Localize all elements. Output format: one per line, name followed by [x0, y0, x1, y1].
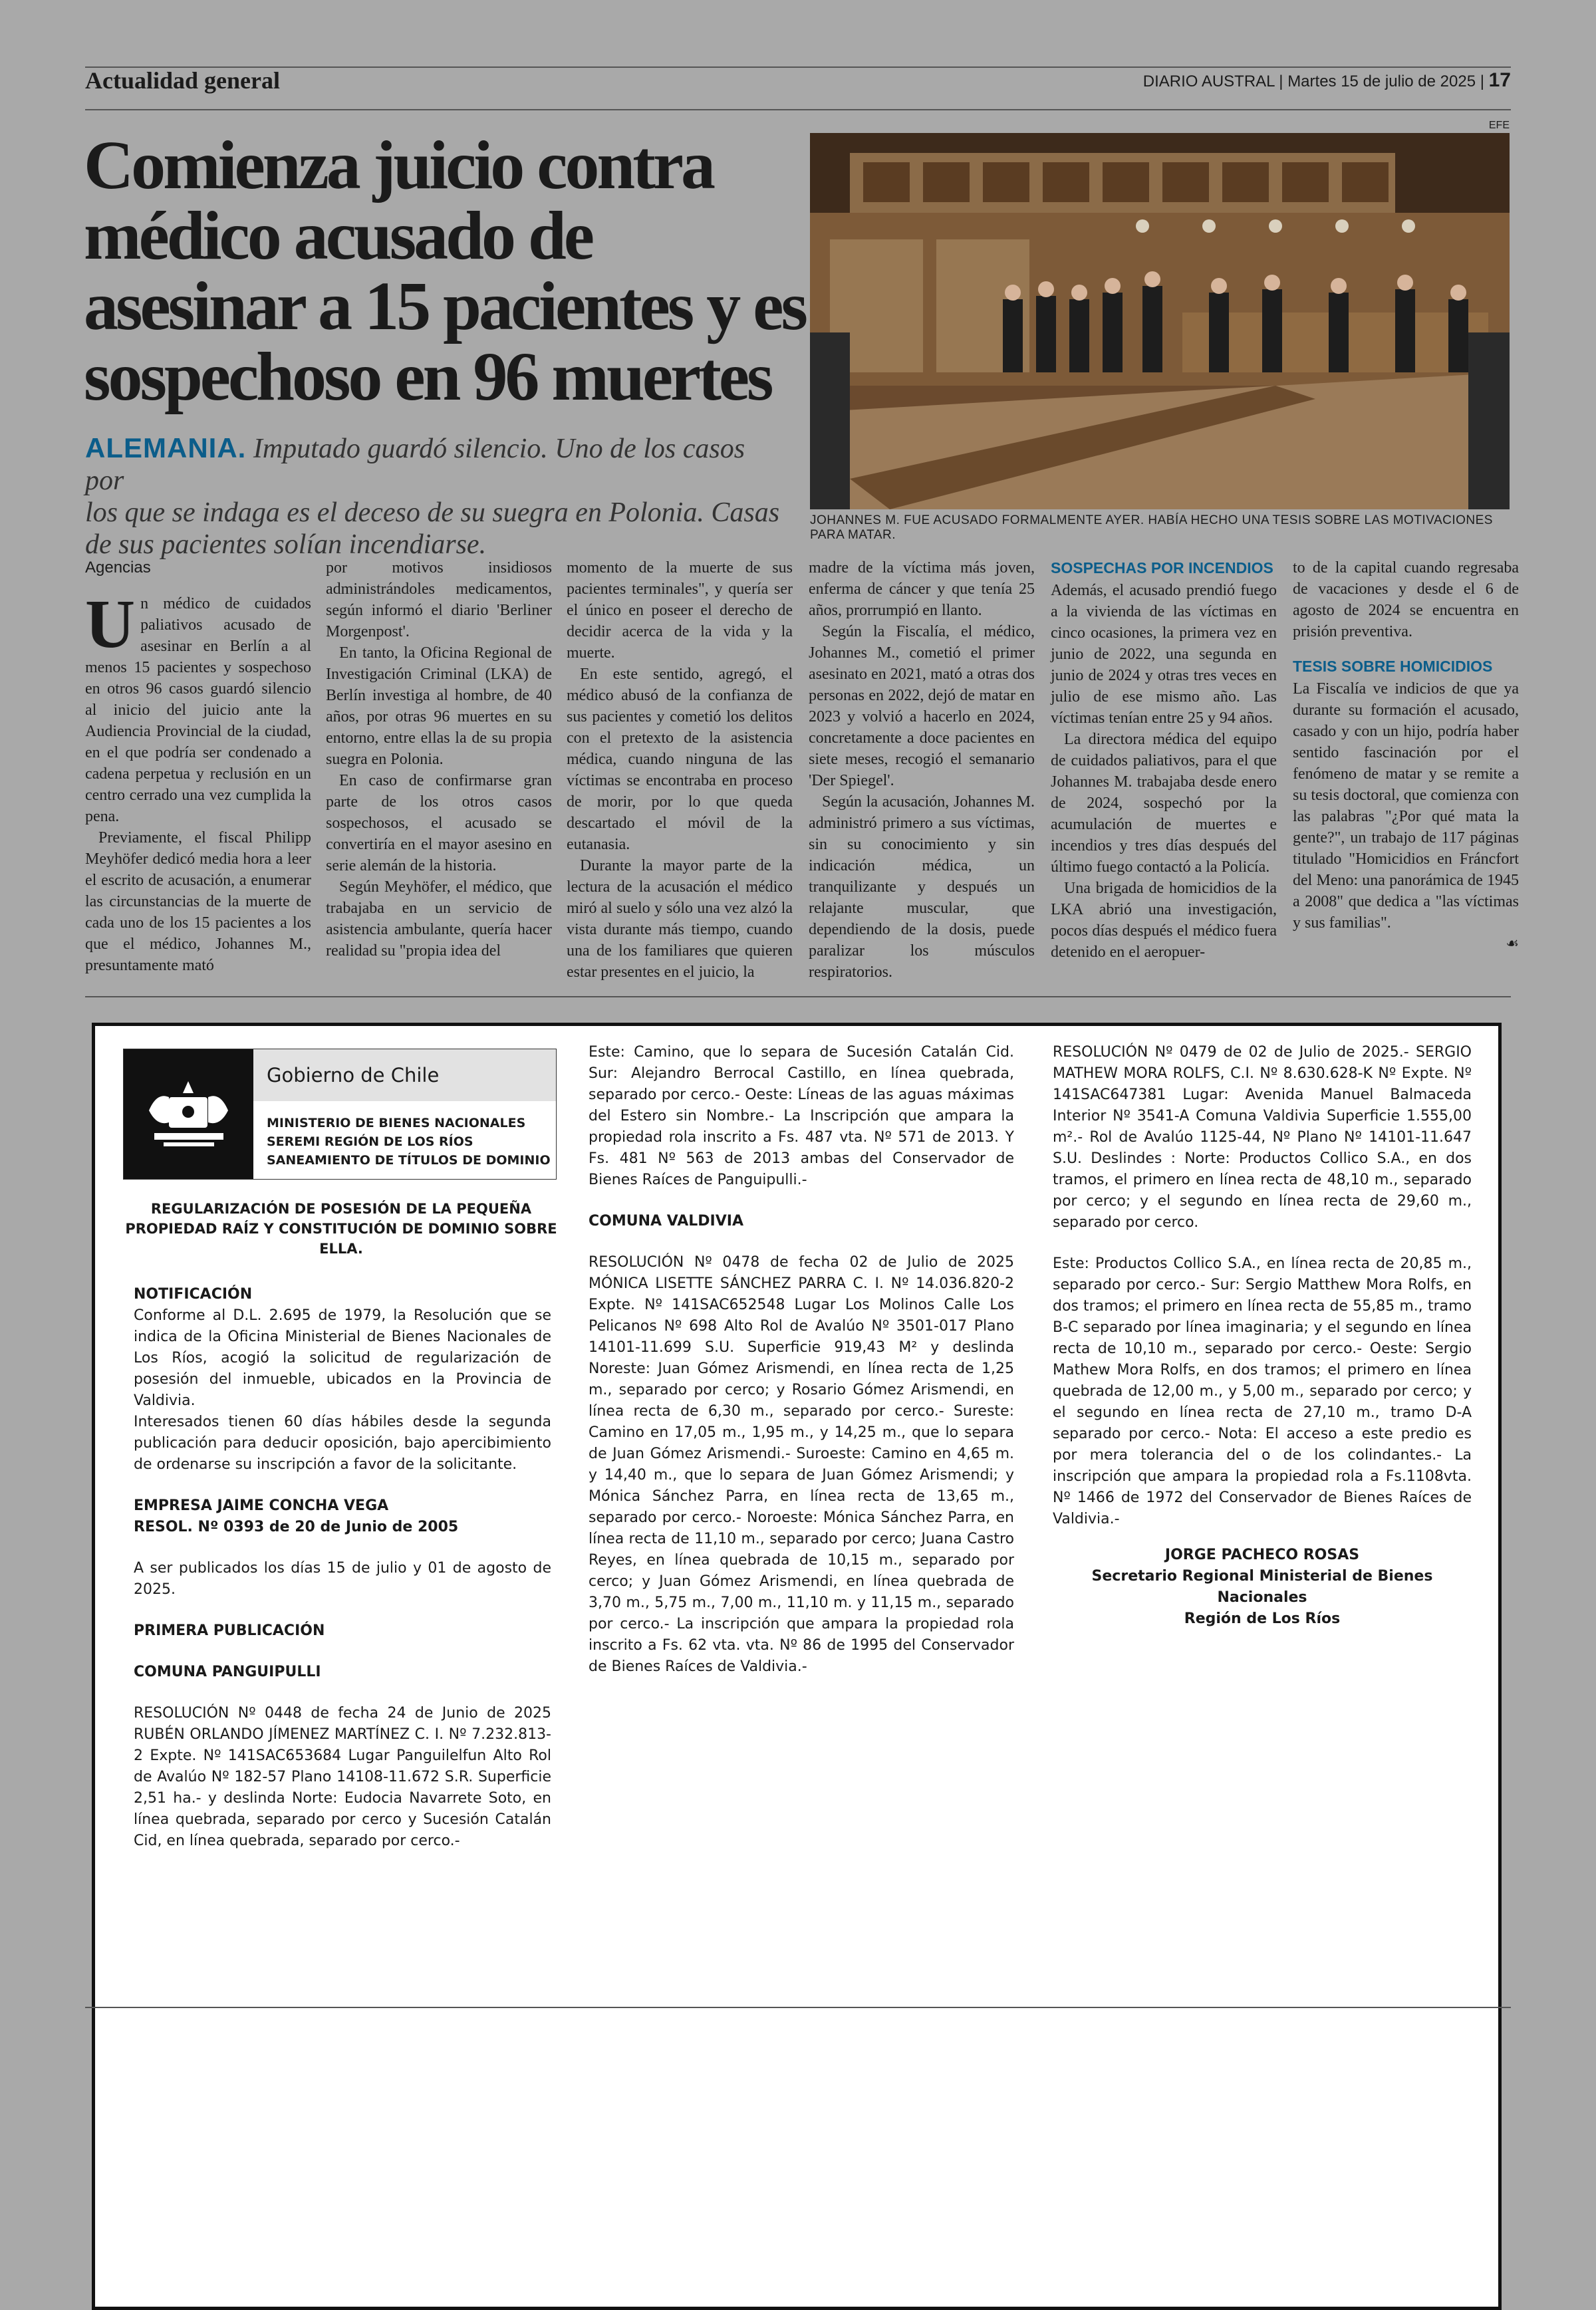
article-column-1 [85, 557, 311, 976]
photo-caption: JOHANNES M. FUE ACUSADO FORMALMENTE AYER. HABÍA HECHO UNA TESIS SOBRE LAS MOTIVACIONES PARA MATAR. [810, 513, 1493, 542]
deck-line: de sus pacientes solían incendiarse. [85, 529, 487, 560]
ministry-line: SANEAMIENTO DE TÍTULOS DE DOMINIO [267, 1153, 551, 1168]
signer-name: JORGE PACHECO ROSAS [1164, 1547, 1360, 1563]
article-column-5 [1051, 557, 1277, 963]
resolution-0478: RESOLUCIÓN Nº 0478 de fecha 02 de Julio de 2025 MÓNICA LISETTE SÁNCHEZ PARRA C. I. Nº 14.036.820-2 Expte. Nº 141SAC652548 Lugar Los Molinos Calle Los Pelicanos Nº 698 Alto Rol de Avalúo Nº 3501-017 Plano 14101-11.699 S.U. Superficie 919,43 M² y deslinda Noreste: Juan Gómez Arismendi, en línea recta de 1,25 m., separado por cerco; y Rosario Gómez Arismendi, en línea recta de 6,30 m., separado por cerco.- Sureste: Camino en 17,05 m., 1,95 m., y 14,25 m., que lo separa de Juan Gómez Arismendi.- Suroeste: Camino en 4,65 m. y 14,40 m., que lo separa de Juan Gómez Arismendi; y Mónica Sánchez Parra, en línea recta de 13,65 m., separado por cerco.- Noroeste: Mónica Sánchez Parra, en línea recta de 11,10 m., separado por cerco; Juana Castro Reyes, en línea quebrada de 10,15 m., separado por cerco; y Juan Gómez Arismendi, en línea quebrada de 3,70 m., 5,75 m., 7,00 m., 11,10 m. y 11,15 m., separado por cerco.- La inscripción que ampara la propiedad rola inscrito a Fs. 62 vta. vta. Nº 86 de 1995 del Conservador de Bienes Raíces de Valdivia.- [589, 1254, 1014, 1675]
paragraph: En este sentido, agregó, el médico abusó de la confianza de sus pacientes y cometió los delitos con el pretexto de la asistencia médica, cuando ninguna de las víctimas se encontraba en proceso de morir, por lo que queda descartado el móvil de la eutanasia. [567, 666, 793, 853]
comuna-heading: COMUNA VALDIVIA [589, 1213, 743, 1229]
notification-body: Interesados tienen 60 días hábiles desde la segunda publicación para deducir oposición, bajo apercibimiento de ordenarse su inscripción a favor de la solicitante. [134, 1414, 551, 1473]
notification-heading: NOTIFICACIÓN [134, 1286, 253, 1303]
deck-line: Imputado guardó silencio. Uno de los casos por [85, 434, 745, 496]
resolution-0448-cont: Este: Camino, que lo separa de Sucesión Catalán Cid. Sur: Alejandro Berrocal Castillo, en línea quebrada, separado por cerco.- Oeste: Líneas de las aguas máximas del Estero sin Nombre.- La Inscripción que ampara la propiedad rola inscrito a Fs. 487 vta. Nº 571 de 2013. Y Fs. 481 Nº 563 de 2013 ambas del Conservador de Bienes Raíces de Panguipulli.- [589, 1044, 1014, 1188]
paragraph: Además, el acusado prendió fuego a la vivienda de las víctimas en cinco ocasiones, la primera vez en junio de 2022, una segunda en junio de 2024 y otras tres veces en julio de ese mismo año. Las víctimas tenían entre 25 y 94 años. [1051, 582, 1277, 727]
headline-line: sospechoso en 96 muertes [84, 338, 771, 415]
headline [84, 127, 815, 415]
comuna-heading: COMUNA PANGUIPULLI [134, 1664, 321, 1680]
paragraph: madre de la víctima más joven, enferma de cáncer y que tenía 25 años, prorrumpió en llanto. [809, 559, 1035, 619]
section-label: Actualidad general [85, 67, 280, 94]
folio-text: DIARIO AUSTRAL | Martes 15 de julio de 2025 | [1142, 72, 1484, 90]
drop-cap: U [85, 586, 136, 662]
paragraph: to de la capital cuando regresaba de vacaciones y desde el 6 de agosto de 2024 se encuentra en prisión preventiva. [1293, 559, 1519, 640]
subhead: SOSPECHAS POR INCENDIOS [1051, 559, 1273, 577]
resolution-ref: RESOL. Nº 0393 de 20 de Junio de 2005 [134, 1519, 459, 1535]
header-top-rule [85, 66, 1511, 68]
paragraph: Previamente, el fiscal Philipp Meyhöfer dedicó media hora a leer el escrito de acusación, a enumerar las circunstancias de la muerte de cada uno de los 15 pacientes a los que el médico, Johannes M., presuntamente mató [85, 829, 311, 974]
signer-title: Secretario Regional Ministerial de Bienes Nacionales [1091, 1568, 1433, 1606]
chile-crest-icon [124, 1049, 253, 1179]
signer-region: Región de Los Ríos [1184, 1610, 1341, 1627]
paragraph: En tanto, la Oficina Regional de Investigación Criminal (LKA) de Berlín investiga al hombre, de 40 años, por otras 96 muertes en su entorno, entre ellas la de su propia suegra en Polonia. [326, 644, 552, 768]
ministry-line: MINISTERIO DE BIENES NACIONALES [267, 1116, 526, 1130]
paragraph: n médico de cuidados paliativos acusado de asesinar en Berlín a al menos 15 pacientes y sospechoso en otros 96 casos guardó silencio al inicio del juicio ante la Audiencia Provincial de la ciudad, en el que podría ser condenado a cadena perpetua y reclusión en un centro cerrado una vez cumplida la pena. [85, 595, 311, 825]
article-column-2 [326, 557, 552, 962]
page-number: 17 [1488, 69, 1511, 91]
kicker: ALEMANIA. [85, 432, 247, 463]
paragraph: momento de la muerte de sus pacientes terminales", y quería ser el único en poseer el derecho de decidir acerca de la vida y la muerte. [567, 559, 793, 662]
notice-column-3 [1053, 1042, 1472, 1630]
publication-label: PRIMERA PUBLICACIÓN [134, 1622, 325, 1639]
ministry-line: SEREMI REGIÓN DE LOS RÍOS [267, 1134, 473, 1149]
paragraph: Según la Fiscalía, el médico, Johannes M., cometió el primer asesinato en 2021, mató a otras dos personas en 2022, dejó de matar en 2023 y volvió a hacerlo en 2024, concretamente a doce pacientes en siete meses, recogió el semanario 'Der Spiegel'. [809, 623, 1035, 789]
folio [846, 69, 1511, 92]
paragraph: La directora médica del equipo de cuidados paliativos, para el que Johannes M. trabajaba desde enero de 2024, sospechó por la acumulación de muertes e incendios y tres días después del último fuego contactó a la Policía. [1051, 731, 1277, 876]
end-mark: ☙ [1506, 936, 1519, 952]
paragraph: Según Meyhöfer, el médico, que trabajaba en un servicio de asistencia ambulante, quería hacer realidad su "propia idea del [326, 878, 552, 960]
paragraph: La Fiscalía ve indicios de que ya durante su formación el acusado, casado y con un hijo, podría haber sentido fascinación por el fenómeno de matar y se remite a su tesis doctoral, que comienza con las palabras "¿Por qué mata la gente?", un trabajo de 117 páginas titulado "Homicidios en Fráncfort del Meno: una panorámica de 1945 a 2008" que dedica a "las víctimas y sus familias". [1293, 680, 1519, 932]
resolution-0479-cont: Este: Productos Collico S.A., en línea recta de 20,85 m., separado por cerco.- Sur: Sergio Matthew Mora Rolfs, en dos tramos; el primero en línea recta de 55,85 m., tramo B-C separado por línea imaginaria; y el segundo en línea recta de 10,10 m., separado por cerco.- Oeste: Sergio Mathew Mora Rolfs, en dos tramos; el primero en línea quebrada de 12,00 m., y 5,00 m., separado por cerco; y el segundo en línea recta de 27,10 m., tramo D-A separado por cerco.- Nota: El acceso a este predio es por mera tolerancia del o de los colindantes.- La inscripción que ampara la propiedad rola a Fs.1108vta. Nº 1466 de 1972 del Conservador de Bienes Raíces de Valdivia.- [1053, 1255, 1472, 1527]
article-end-rule [85, 996, 1511, 997]
paragraph: Una brigada de homicidios de la LKA abrió una investigación, pocos días después el médico fuera detenido en el aeropuer- [1051, 880, 1277, 961]
government-logo-block [123, 1049, 557, 1180]
courtroom-illustration [810, 133, 1510, 509]
subhead: TESIS SOBRE HOMICIDIOS [1293, 658, 1493, 675]
notice-title: REGULARIZACIÓN DE POSESIÓN DE LA PEQUEÑA PROPIEDAD RAÍZ Y CONSTITUCIÓN DE DOMINIO SOBRE ELLA. [125, 1201, 557, 1257]
article-column-3 [567, 557, 793, 983]
government-name: Gobierno de Chile [267, 1064, 440, 1087]
paragraph: por motivos insidiosos administrándoles medicamentos, según informó el diario 'Berliner Morgenpost'. [326, 559, 552, 640]
paragraph: Durante la mayor parte de la lectura de la acusación el médico miró al suelo y sólo una vez alzó la vista durante más tiempo, cuando una de los familiares que quieren estar presentes en el juicio, la [567, 857, 793, 981]
headline-line: médico acusado de [84, 197, 592, 274]
notice-column-1 [122, 1199, 561, 1852]
deck-line: los que se indaga es el deceso de su suegra en Polonia. Casas [85, 497, 780, 528]
notice-column-2 [589, 1042, 1014, 1678]
legal-notice-box [92, 1023, 1502, 2310]
resolution-0479: RESOLUCIÓN Nº 0479 de 02 de Julio de 2025.- SERGIO MATHEW MORA ROLFS, C.I. Nº 8.630.628-K Nº Expte. Nº 141SAC647381 Lugar: Avenida Manuel Balmaceda Interior Nº 3541-A Comuna Valdivia Superficie 1.555,00 m².- Rol de Avalúo 1125-44, Nº Plano Nº 14101-11.647 S.U. Deslindes : Norte: Productos Collico S.A., en dos tramos, el primero en línea recta de 48,10 m., separado por cerco; y el segundo en línea recta de 29,60 m., separado por cerco. [1053, 1044, 1472, 1231]
paragraph: Según la acusación, Johannes M. administró primero a sus víctimas, sin su conocimiento y sin indicación médica, un tranquilizante y después un relajante muscular, que dependiendo de la dosis, puede paralizar los músculos respiratorios. [809, 793, 1035, 981]
resolution-0448: RESOLUCIÓN Nº 0448 de fecha 24 de Junio de 2025 RUBÉN ORLANDO JÍMENEZ MARTÍNEZ C. I. Nº 7.232.813-2 Expte. Nº 141SAC653684 Lugar Panguilelfun Alto Rol de Avalúo Nº 182-57 Plano 14108-11.672 S.R. Superficie 2,51 ha.- y deslinda Norte: Eudocia Navarrete Soto, en línea quebrada, separado por cerco y Sucesión Catalán Cid, en línea quebrada, separado por cerco.- [134, 1705, 551, 1849]
article-column-6 [1293, 557, 1519, 955]
notification-body: Conforme al D.L. 2.695 de 1979, la Resolución que se indica de la Oficina Ministerial de Bienes Nacionales de Los Ríos, acogió la solicitud de regularización de posesión del inmueble, ubicados en la Provincia de Valdivia. [134, 1307, 551, 1409]
deck [85, 432, 790, 561]
publication-dates: A ser publicados los días 15 de julio y 01 de agosto de 2025. [134, 1560, 551, 1598]
footer-rule [85, 2007, 1511, 2008]
paragraph: En caso de confirmarse gran parte de los otros casos sospechosos, el acusado se convertiría en el mayor asesino en serie alemán de la historia. [326, 772, 552, 874]
byline: Agencias [85, 559, 151, 577]
article-column-4 [809, 557, 1035, 983]
header-rule [85, 109, 1511, 110]
headline-line: asesinar a 15 pacientes y es [84, 268, 805, 344]
courtroom-photo [810, 133, 1510, 509]
photo-credit: EFE [1488, 120, 1510, 131]
headline-line: Comienza juicio contra [84, 127, 714, 203]
company-name: EMPRESA JAIME CONCHA VEGA [134, 1497, 389, 1514]
